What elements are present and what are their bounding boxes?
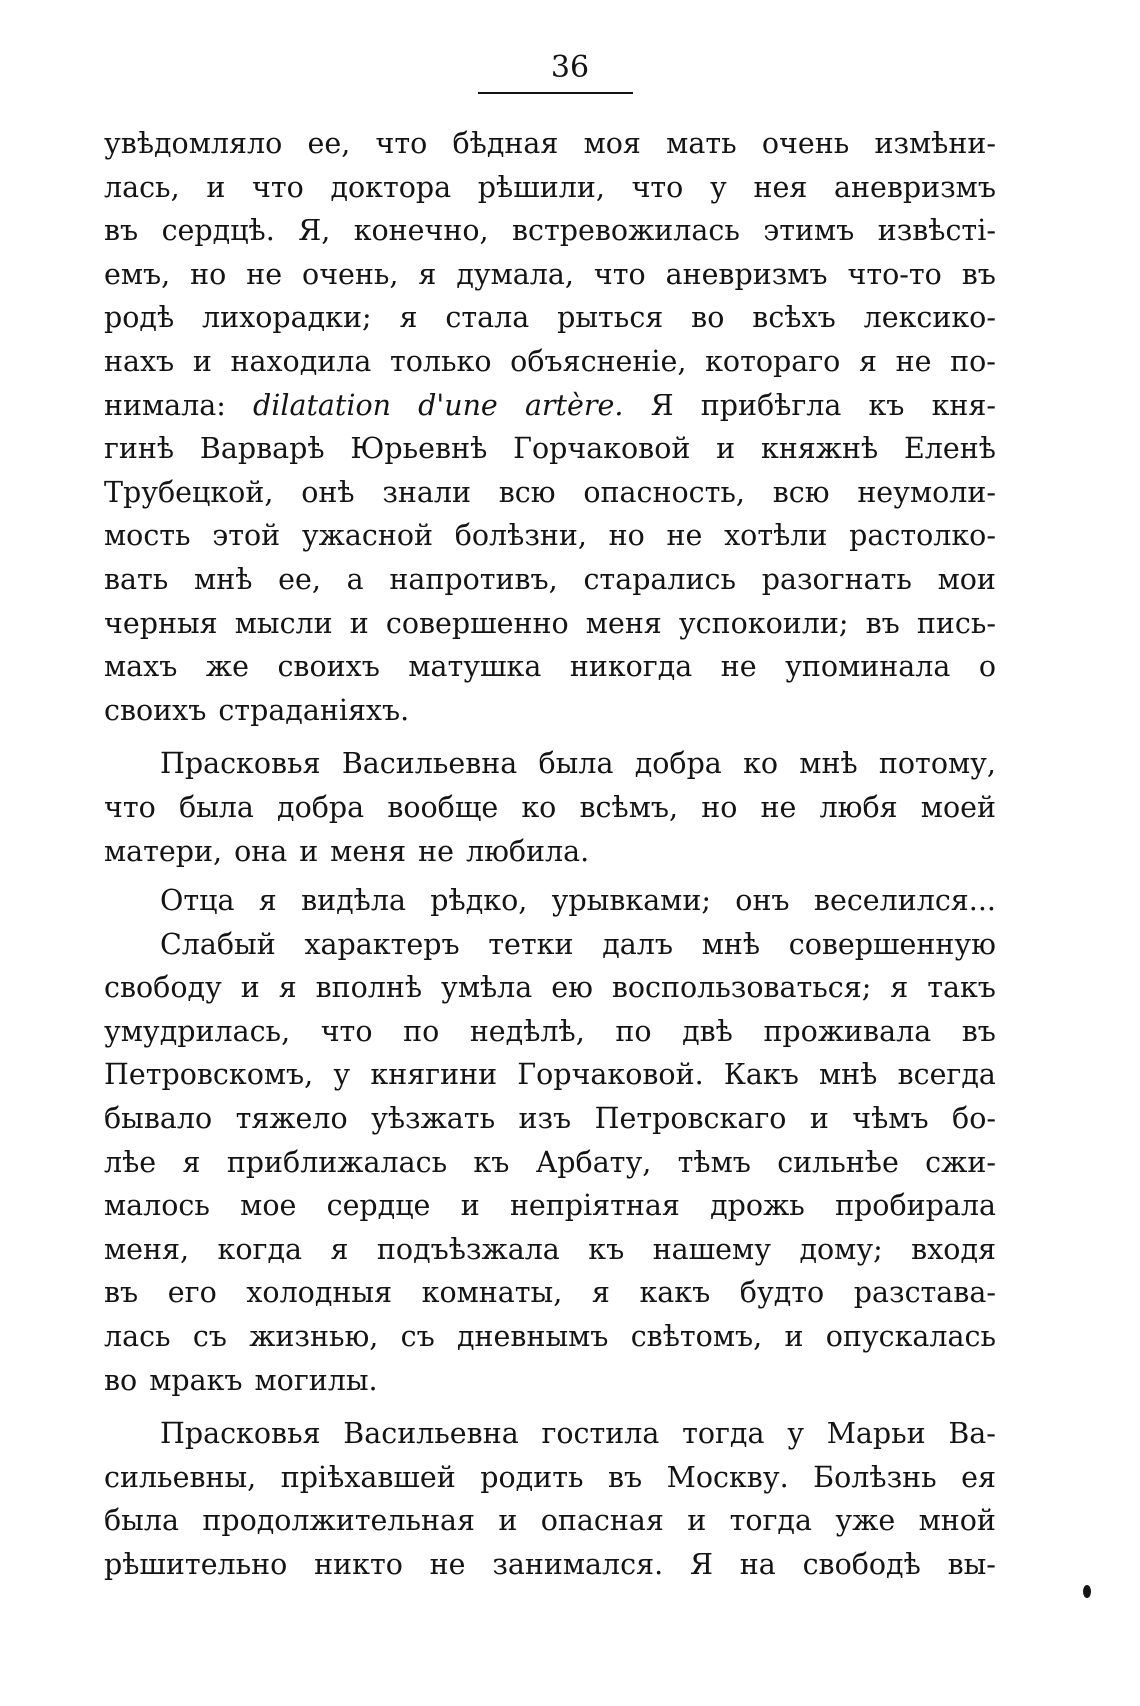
- word: мной: [918, 1504, 996, 1538]
- text-line: [104, 1271, 996, 1315]
- word: Болѣзнь: [813, 1460, 937, 1494]
- text-line: [104, 742, 996, 786]
- word: аневризмъ: [833, 170, 996, 204]
- word: знали: [382, 475, 471, 509]
- text-line: [104, 966, 996, 1010]
- word: извѣсті-: [877, 214, 996, 248]
- word: лексико-: [863, 301, 996, 335]
- word: съ: [192, 1320, 227, 1354]
- word: что-то: [847, 257, 942, 291]
- word: страданіяхъ.: [218, 693, 410, 727]
- word: я: [591, 1276, 610, 1310]
- word: мость: [104, 519, 191, 553]
- word: бывало: [104, 1102, 213, 1136]
- word: къ: [473, 1145, 510, 1179]
- word: веселился...: [813, 884, 996, 918]
- word: но: [190, 257, 227, 291]
- text-line: [104, 296, 996, 340]
- word: у: [710, 170, 727, 204]
- ink-speck: [1083, 1585, 1091, 1598]
- word: я: [418, 257, 437, 291]
- word: только: [389, 344, 492, 378]
- word: мнѣ: [194, 562, 253, 596]
- word: конечно,: [353, 214, 489, 248]
- word: меня: [585, 606, 662, 640]
- text-line: [104, 1315, 996, 1359]
- word: его: [167, 1276, 217, 1310]
- text-line: [104, 645, 996, 689]
- word: Васильевна: [341, 747, 518, 781]
- word: всегда: [897, 1058, 996, 1092]
- word: совершенную: [788, 927, 996, 961]
- header-rule: [478, 92, 633, 94]
- word: Какъ: [723, 1058, 799, 1092]
- word: умудрилась,: [104, 1014, 291, 1048]
- word: характеръ: [304, 927, 460, 961]
- word: не: [760, 790, 797, 824]
- word: недѣлѣ,: [469, 1014, 585, 1048]
- word: вы-: [947, 1548, 996, 1581]
- body-text: [104, 122, 996, 1587]
- word: была: [178, 790, 254, 824]
- word: въ: [607, 1460, 643, 1494]
- word: ея: [961, 1460, 996, 1494]
- word: аневризмъ: [665, 257, 828, 291]
- word: ужасной: [301, 519, 433, 553]
- word: Петровскаго: [594, 1102, 787, 1136]
- word: свободѣ: [802, 1548, 921, 1581]
- word: старались: [583, 562, 737, 596]
- word: уже: [835, 1504, 896, 1538]
- word: съ: [400, 1320, 435, 1354]
- word: мракъ: [149, 1363, 243, 1397]
- word: и: [240, 971, 260, 1005]
- word: всѣмъ,: [579, 790, 679, 824]
- word: и: [349, 606, 369, 640]
- word: находила: [230, 344, 372, 378]
- word: гинѣ: [104, 432, 175, 466]
- word: прибѣгла: [700, 388, 842, 422]
- word: но: [608, 519, 645, 553]
- word: вполнѣ: [315, 971, 423, 1005]
- word: кня-: [931, 388, 996, 422]
- word: ее,: [307, 127, 351, 160]
- word: тетки: [488, 927, 574, 961]
- text-line: [104, 1053, 996, 1097]
- word: бѣдная: [452, 127, 559, 160]
- word: пись-: [916, 606, 996, 640]
- word: сердцѣ.: [161, 214, 275, 248]
- word: дневнымъ: [457, 1320, 609, 1354]
- word: лѣе: [104, 1145, 157, 1179]
- word: Отца: [160, 884, 235, 918]
- word: въ: [961, 257, 996, 291]
- text-line: [104, 689, 996, 733]
- word: встревожилась: [511, 214, 740, 248]
- text-line: [104, 1543, 996, 1587]
- word: моя: [583, 127, 641, 160]
- word: опускалась: [825, 1320, 996, 1354]
- word: Я: [689, 1548, 713, 1581]
- word: вать: [104, 562, 169, 596]
- word: d'une: [418, 388, 498, 422]
- word: во: [691, 301, 725, 335]
- word: и: [687, 1504, 707, 1538]
- word: мысли: [234, 606, 333, 640]
- word: тогда: [729, 1504, 812, 1538]
- word: нахъ: [104, 344, 175, 378]
- word: Васильевна: [343, 1417, 519, 1451]
- word: пробирала: [835, 1189, 996, 1223]
- word: мнѣ: [819, 1058, 878, 1092]
- text-line: [104, 1097, 996, 1141]
- text-line: [104, 786, 996, 830]
- word: по: [615, 1014, 652, 1048]
- word: Я: [650, 388, 674, 422]
- word: болѣзни,: [454, 519, 587, 553]
- word: проживала: [763, 1014, 932, 1048]
- word: разстава-: [853, 1276, 996, 1310]
- word: о: [978, 650, 996, 684]
- word: гостила: [541, 1417, 660, 1451]
- word: ею: [551, 971, 593, 1005]
- word: Я,: [298, 214, 331, 248]
- word: добра: [277, 790, 365, 824]
- word: комнаты,: [421, 1276, 563, 1310]
- word: такъ: [927, 971, 996, 1005]
- word: не: [720, 650, 757, 684]
- word: и: [460, 1189, 480, 1223]
- word: же: [205, 650, 249, 684]
- word: сжи-: [925, 1145, 996, 1179]
- text-line: [104, 830, 996, 874]
- word: и: [299, 834, 319, 868]
- text-line: [104, 1499, 996, 1543]
- word: на: [739, 1548, 776, 1581]
- word: любя: [819, 790, 898, 824]
- word: и: [784, 1320, 804, 1354]
- word: Горчаковой.: [517, 1058, 704, 1092]
- word: подъѣзжала: [376, 1232, 560, 1266]
- word: хотѣли: [724, 519, 828, 553]
- word: Трубецкой,: [104, 475, 274, 509]
- word: въ: [961, 1014, 996, 1048]
- word: Слабый: [160, 927, 276, 961]
- word: Москву.: [666, 1460, 789, 1494]
- word: по-: [950, 344, 996, 378]
- word: во: [104, 1363, 138, 1397]
- word: мои: [937, 562, 996, 596]
- word: мнѣ: [701, 927, 761, 961]
- word: бо-: [952, 1102, 996, 1136]
- word: своихъ: [277, 650, 380, 684]
- word: опасная: [540, 1504, 664, 1538]
- text-line: [104, 1010, 996, 1054]
- word: пріѣхавшей: [280, 1460, 456, 1494]
- word: никто: [314, 1548, 403, 1581]
- word: что: [593, 257, 646, 291]
- word: княжнѣ: [760, 432, 879, 466]
- word: всѣхъ: [752, 301, 836, 335]
- word: черныя: [104, 606, 218, 640]
- word: совершенно: [385, 606, 569, 640]
- word: у: [787, 1417, 804, 1451]
- text-line: [104, 514, 996, 558]
- word: емъ,: [104, 257, 171, 291]
- text-line: [104, 253, 996, 297]
- word: лась,: [104, 170, 180, 204]
- word: будто: [739, 1276, 825, 1310]
- page-number: 36: [550, 50, 590, 85]
- word: очень: [761, 127, 850, 160]
- word: упоминала: [785, 650, 951, 684]
- word: не: [895, 344, 932, 378]
- text-line: [104, 602, 996, 646]
- word: чѣмъ: [852, 1102, 929, 1136]
- word: успокоили;: [678, 606, 849, 640]
- word: очень,: [302, 257, 399, 291]
- word: Ва-: [948, 1417, 996, 1451]
- word: уѣзжать: [371, 1102, 496, 1136]
- word: и: [716, 432, 736, 466]
- word: свѣтомъ,: [630, 1320, 763, 1354]
- word: этой: [212, 519, 281, 553]
- word: неумоли-: [857, 475, 996, 509]
- word: приближалась: [226, 1145, 448, 1179]
- word: Петровскомъ,: [104, 1058, 314, 1092]
- word: родѣ: [104, 301, 175, 335]
- word: у: [333, 1058, 351, 1092]
- word: ко: [743, 747, 779, 781]
- word: онѣ: [301, 475, 355, 509]
- word: тогда: [682, 1417, 765, 1451]
- word: свободу: [104, 971, 222, 1005]
- word: рыться: [557, 301, 664, 335]
- word: матери,: [104, 834, 223, 868]
- word: не: [246, 257, 283, 291]
- word: урывками;: [551, 884, 711, 918]
- word: меня: [330, 834, 407, 868]
- word: лась: [104, 1320, 171, 1354]
- word: по: [403, 1014, 440, 1048]
- word: въ: [104, 1276, 139, 1310]
- text-line: [104, 209, 996, 253]
- word: что: [251, 170, 304, 204]
- word: потому,: [878, 747, 996, 781]
- word: двѣ: [682, 1014, 733, 1048]
- word: рѣдко,: [430, 884, 528, 918]
- word: что: [320, 1014, 373, 1048]
- word: я: [182, 1145, 201, 1179]
- word: измѣни-: [874, 127, 996, 160]
- word: рѣшили,: [477, 170, 605, 204]
- word: я: [399, 301, 418, 335]
- word: продолжительная: [202, 1504, 475, 1538]
- word: была: [538, 747, 614, 781]
- word: я: [258, 884, 277, 918]
- text-line: [104, 879, 996, 923]
- word: мое: [240, 1189, 297, 1223]
- text-line: [104, 340, 996, 384]
- word: ее,: [278, 562, 321, 596]
- word: въ: [865, 606, 900, 640]
- word: лихорадки;: [202, 301, 372, 335]
- text-line: [104, 122, 996, 166]
- word: холодныя: [246, 1276, 393, 1310]
- word: этимъ: [763, 214, 855, 248]
- word: входя: [911, 1232, 996, 1266]
- word: что: [631, 170, 684, 204]
- word: не: [429, 1548, 466, 1581]
- word: матушка: [408, 650, 542, 684]
- word: Варварѣ: [199, 432, 325, 466]
- word: растолко-: [849, 519, 996, 553]
- word: къ: [868, 388, 905, 422]
- word: напротивъ,: [389, 562, 558, 596]
- word: своихъ: [104, 693, 207, 727]
- word: я: [890, 971, 909, 1005]
- word: моей: [920, 790, 996, 824]
- word: занимался.: [492, 1548, 664, 1581]
- word: ко: [521, 790, 557, 824]
- word: никогда: [569, 650, 693, 684]
- text-line: [104, 1228, 996, 1272]
- word: а: [346, 562, 364, 596]
- text-line: [104, 471, 996, 515]
- word: нашему: [652, 1232, 771, 1266]
- word: всю: [772, 475, 830, 509]
- text-line: [104, 558, 996, 602]
- word: что: [375, 127, 428, 160]
- word: когда: [217, 1232, 302, 1266]
- word: сердце: [326, 1189, 431, 1223]
- word: Арбату,: [535, 1145, 652, 1179]
- word: изъ: [518, 1102, 572, 1136]
- word: котораго: [705, 344, 841, 378]
- word: Юрьевнѣ: [350, 432, 488, 466]
- word: меня,: [104, 1232, 190, 1266]
- word: я: [330, 1232, 349, 1266]
- word: махъ: [104, 650, 178, 684]
- word: въ: [104, 214, 139, 248]
- text-line: [104, 427, 996, 471]
- word: доктора: [330, 170, 452, 204]
- text-line: [104, 1456, 996, 1500]
- word: что: [104, 790, 156, 824]
- word: какъ: [639, 1276, 711, 1310]
- word: любила.: [465, 834, 590, 868]
- word: нимала:: [104, 388, 226, 422]
- word: всю: [498, 475, 556, 509]
- word: родить: [480, 1460, 584, 1494]
- word: рѣшительно: [104, 1548, 288, 1581]
- word: онъ: [735, 884, 790, 918]
- word: и: [206, 170, 226, 204]
- word: жизнью,: [249, 1320, 379, 1354]
- word: и: [192, 344, 212, 378]
- word: умѣла: [441, 971, 533, 1005]
- word: думала,: [456, 257, 574, 291]
- word: Прасковья: [160, 1417, 321, 1451]
- word: Горчаковой: [513, 432, 691, 466]
- word: я: [858, 344, 877, 378]
- word: вообще: [387, 790, 499, 824]
- word: но: [701, 790, 738, 824]
- word: воспользоваться;: [611, 971, 872, 1005]
- word: увѣдомляло: [104, 127, 283, 160]
- word: тяжело: [235, 1102, 348, 1136]
- text-line: [104, 1141, 996, 1185]
- word: непріятная: [509, 1189, 680, 1223]
- word: я: [278, 971, 297, 1005]
- word: не: [666, 519, 703, 553]
- text-line: [104, 923, 996, 967]
- word: и: [498, 1504, 518, 1538]
- word: опасность,: [583, 475, 745, 509]
- word: dilatation: [253, 388, 391, 422]
- word: Марьи: [826, 1417, 926, 1451]
- word: нея: [753, 170, 808, 204]
- word: разогнать: [761, 562, 912, 596]
- word: видѣла: [301, 884, 406, 918]
- word: Еленѣ: [903, 432, 996, 466]
- word: она: [234, 834, 288, 868]
- text-line: [104, 1359, 996, 1403]
- word: могилы.: [254, 1363, 378, 1397]
- word: мать: [666, 127, 737, 160]
- text-line: [104, 1412, 996, 1456]
- word: не: [418, 834, 455, 868]
- word: объясненіе,: [510, 344, 687, 378]
- word: сильнѣе: [777, 1145, 899, 1179]
- text-line: [104, 166, 996, 210]
- word: artère.: [524, 388, 624, 422]
- word: далъ: [602, 927, 673, 961]
- text-line: [104, 1184, 996, 1228]
- word: стала: [445, 301, 530, 335]
- word: и: [809, 1102, 829, 1136]
- word: сильевны,: [104, 1460, 257, 1494]
- word: дому;: [799, 1232, 883, 1266]
- word: Прасковья: [160, 747, 321, 781]
- word: къ: [588, 1232, 625, 1266]
- word: дрожь: [710, 1189, 805, 1223]
- word: была: [104, 1504, 179, 1538]
- word: малось: [104, 1189, 210, 1223]
- text-line: [104, 384, 996, 428]
- word: добра: [634, 747, 722, 781]
- word: мнѣ: [799, 747, 858, 781]
- word: тѣмъ: [677, 1145, 751, 1179]
- word: княгини: [370, 1058, 498, 1092]
